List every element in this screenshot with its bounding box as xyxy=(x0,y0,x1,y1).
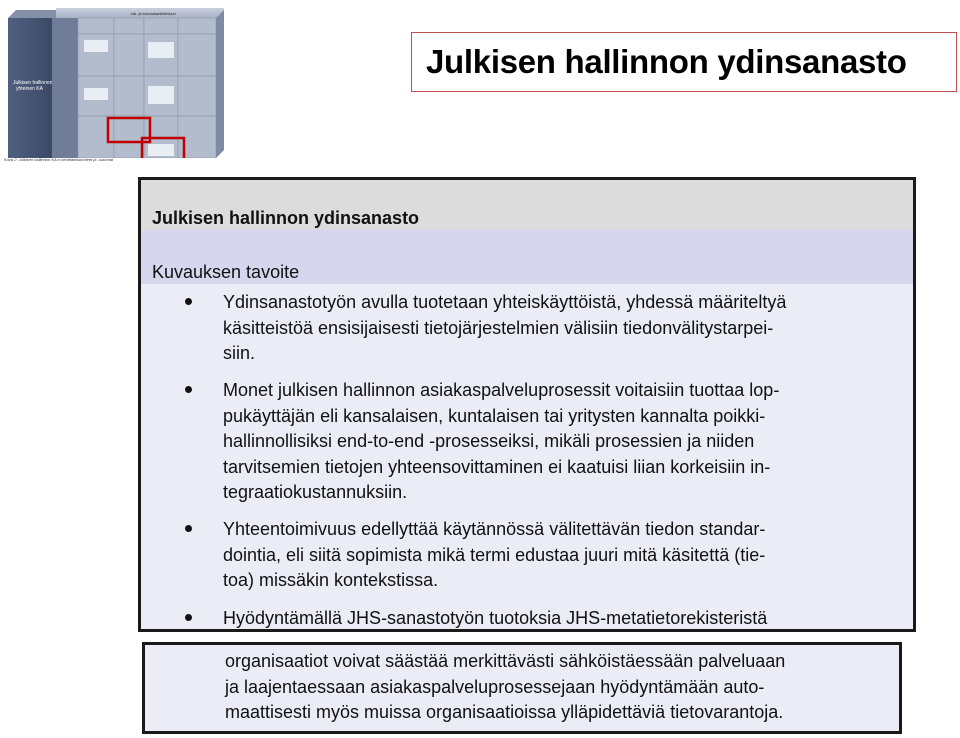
section-title: Kuvauksen tavoite xyxy=(152,262,300,282)
page-title: Julkisen hallinnon ydinsanasto xyxy=(426,43,907,80)
thumb-caption: Kuva 2: Julkisen hallinnon KA:n kehittämiskohteet ja -suunnat xyxy=(4,157,114,162)
thumb-top-label: Julk. yk kokonaisarkkitehtuuri xyxy=(130,12,176,16)
section-header xyxy=(141,230,913,284)
thumb-left-label: Julkisen hallinnon yhteinen KA xyxy=(13,80,53,92)
bullet-text: Hyödyntämällä JHS-sanastotyön tuotoksia JHS-metatietorekisteristä xyxy=(223,608,768,628)
title-box xyxy=(411,32,957,92)
document-header-title: Julkisen hallinnon ydinsanasto xyxy=(152,208,420,228)
bullet-text: Monet julkisen hallinnon asiakaspalveluprosessit voitaisiin tuottaa lop- pukäyttäjän eli kansalaisen, kuntalaisen tai yritysten kannalta poikki- hallinnollisiksi end-to-end -prosesseiksi, mikäli prosessien ja niiden tarvitsemien tietojen yhteensovittaminen ei kaatuisi liian korkeisiin in- tegraatiokustannuksiin. xyxy=(223,380,780,502)
bullet-dot xyxy=(185,614,192,621)
architecture-thumbnail xyxy=(4,6,226,168)
architecture-cube-image xyxy=(4,6,226,158)
bullet-dot xyxy=(185,525,192,532)
continuation-text: organisaatiot voivat säästää merkittävästi sähköistäessään palveluaan ja laajentaessaan asiakaspalveluprosessejaan hyödyntämään auto- maattisesti myös muissa organisaatioissa ylläpidettäviä tietovarantoja. xyxy=(225,651,786,722)
bullet-text: Yhteentoimivuus edellyttää käytännössä välitettävän tiedon standar- dointia, eli siitä sopimista mikä termi edustaa juuri mitä käsitettä (tie- toa) missäkin kontekstissa. xyxy=(223,519,766,590)
continuation-panel xyxy=(142,642,902,734)
bullet-dot xyxy=(185,386,192,393)
document-panel xyxy=(138,177,916,632)
document-header xyxy=(141,180,913,230)
bullet-dot xyxy=(185,298,192,305)
bullet-text: Ydinsanastotyön avulla tuotetaan yhteiskäyttöistä, yhdessä määriteltyä käsitteistöä ensisijaisesti tietojärjestelmien välisiin tiedonvälitystarpei- siin. xyxy=(223,292,787,363)
